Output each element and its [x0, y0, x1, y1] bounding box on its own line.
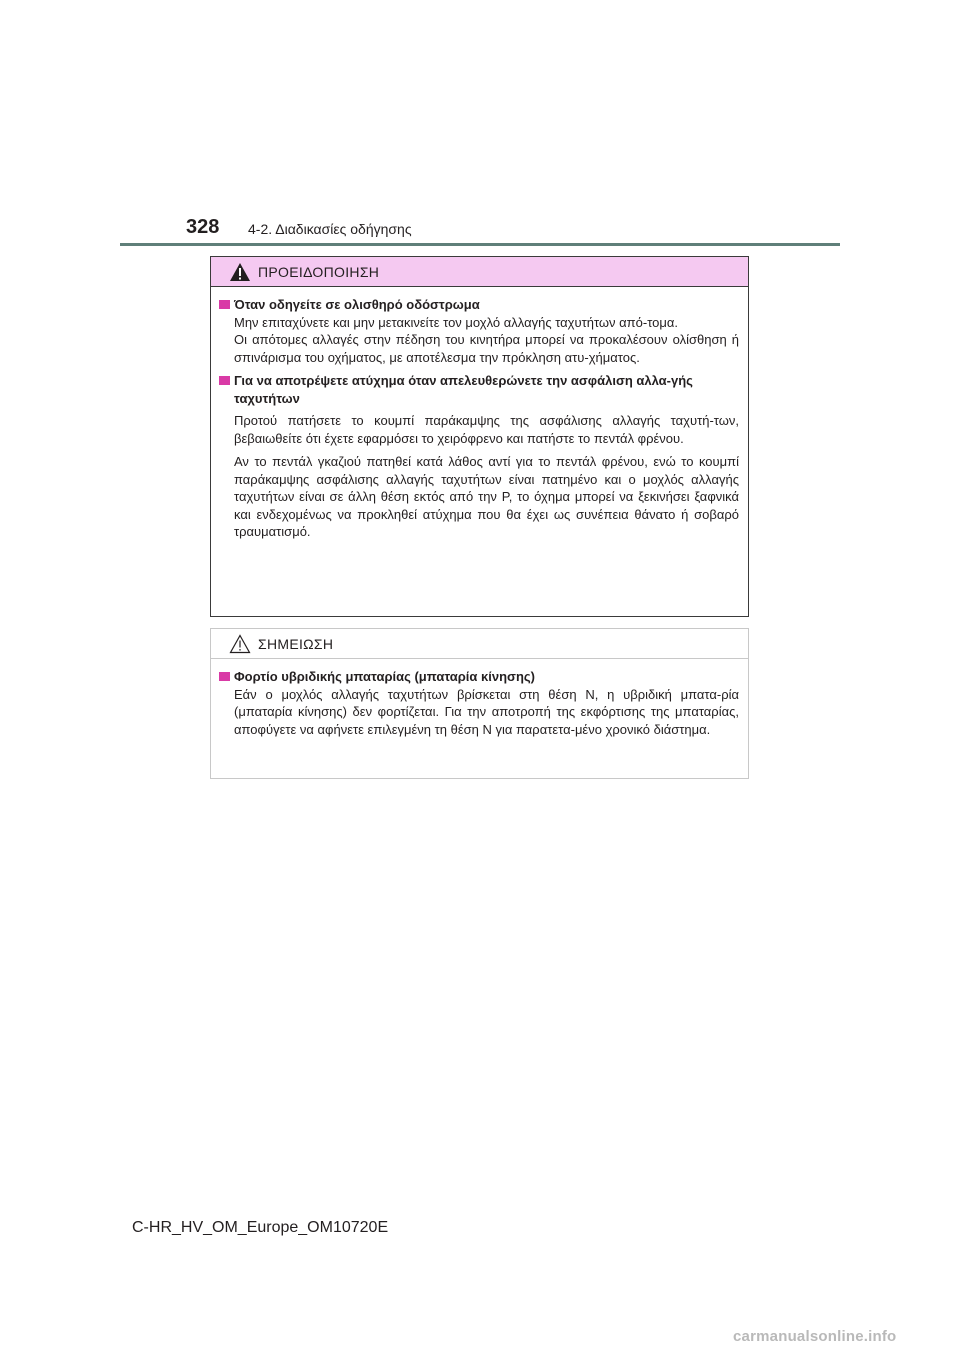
section-title: 4-2. Διαδικασίες οδήγησης: [248, 221, 412, 237]
notice-title: ΣΗΜΕΙΩΣΗ: [258, 635, 334, 652]
header-divider: [120, 243, 840, 246]
notice-header: [211, 629, 748, 659]
warning-header: [211, 257, 748, 287]
warning-item-shift-lock-release: [219, 372, 739, 541]
notice-triangle-icon: [229, 634, 251, 654]
watermark: carmanualsonline.info: [733, 1328, 897, 1345]
square-bullet-icon: [219, 672, 230, 681]
notice-box: [210, 628, 749, 779]
item-paragraph: Προτού πατήσετε το κουμπί παράκαμψης της ασφάλισης αλλαγής ταχυτή-των, βεβαιωθείτε ότι έχετε εφαρμόσει το χειρόφρενο και πατήστε το πεντάλ φρένου.: [234, 413, 739, 446]
item-paragraph: Αν το πεντάλ γκαζιού πατηθεί κατά λάθος αντί για το πεντάλ φρένου, ενώ το κουμπί παράκαμψης ασφάλισης αλλαγής ταχυτήτων είναι πατημένο και ο μοχλός αλλαγής ταχυτήτων είναι σε άλλη θέση εκτός από την P, το όχημα μπορεί να ξεκινήσει ξαφνικά και ενδεχομένως να προκληθεί ατύχημα που θα έχει ως συνέπεια θάνατο ή σοβαρό τραυματισμό.: [234, 454, 739, 539]
warning-box: [210, 256, 749, 617]
item-heading: Για να αποτρέψετε ατύχημα όταν απελευθερώνετε την ασφάλιση αλλα-γής ταχυτήτων: [219, 372, 739, 407]
warning-triangle-icon: [229, 262, 251, 282]
square-bullet-icon: [219, 376, 230, 385]
square-bullet-icon: [219, 300, 230, 309]
item-heading: Όταν οδηγείτε σε ολισθηρό οδόστρωμα: [219, 296, 739, 314]
page-number: 328: [186, 216, 220, 238]
item-paragraph: Μην επιταχύνετε και μην μετακινείτε τον μοχλό αλλαγής ταχυτήτων από-τομα.: [234, 314, 679, 330]
warning-title: ΠΡΟΕΙΔΟΠΟΙΗΣΗ: [258, 263, 380, 280]
item-paragraph: Οι απότομες αλλαγές στην πέδηση του κινητήρα μπορεί να προκαλέσουν ολίσθηση ή σπινάρισμα του οχήματος, με αποτέλεσμα την πρόκληση ατυ-χήματος.: [234, 332, 739, 365]
document-code: C-HR_HV_OM_Europe_OM10720E: [132, 1219, 389, 1236]
item-heading: Φορτίο υβριδικής μπαταρίας (μπαταρία κίνησης): [219, 668, 739, 686]
notice-item-hybrid-battery: [219, 668, 739, 738]
item-paragraph: Εάν ο μοχλός αλλαγής ταχυτήτων βρίσκεται στη θέση N, η υβριδική μπατα-ρία (μπαταρία κίνησης) δεν φορτίζεται. Για την αποτροπή της εκφόρτισης της μπαταρίας, αποφύγετε να αφήνετε επιλεγμένη τη θέση N για παρατετα-μένο χρονικό διάστημα.: [234, 686, 739, 737]
warning-item-slippery-road: [219, 296, 739, 366]
